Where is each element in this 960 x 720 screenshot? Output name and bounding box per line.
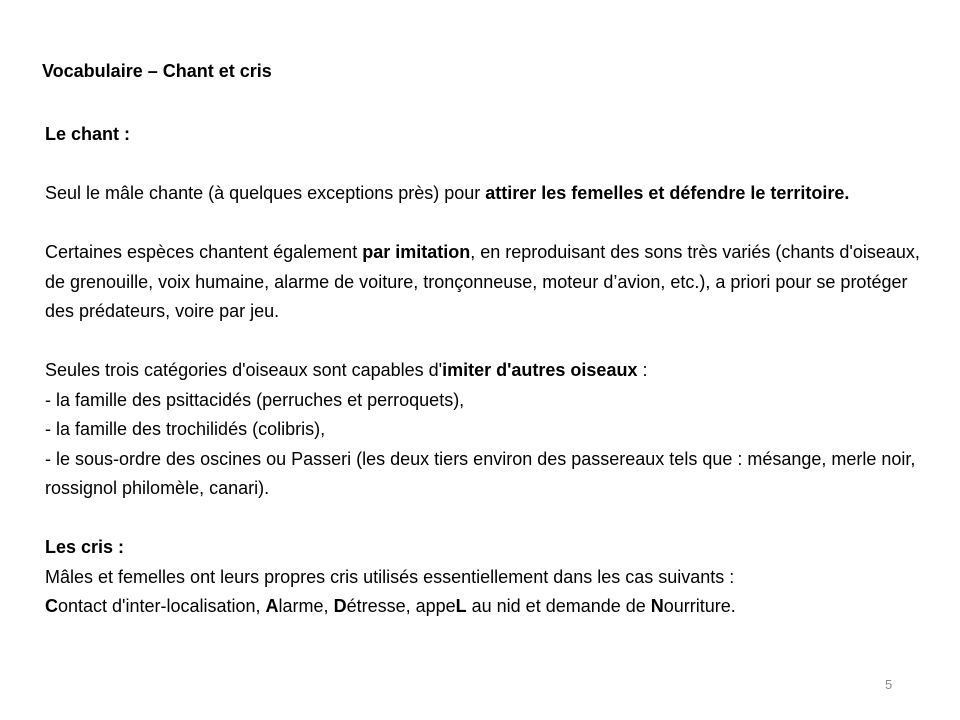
paragraph-text: Certaines espèces chantent également bbox=[45, 242, 363, 262]
paragraph-text: : bbox=[637, 360, 648, 380]
section-heading-cris: Les cris : bbox=[45, 537, 125, 557]
paragraph-text: ontact d'inter-localisation, bbox=[58, 596, 266, 616]
page-number: 5 bbox=[885, 677, 893, 692]
initial-letter: A bbox=[265, 596, 279, 616]
paragraph-cris-list bbox=[45, 592, 925, 622]
paragraph-text: larme, bbox=[278, 596, 334, 616]
paragraph-text: , en reproduisant des sons très variés (chants d'oiseaux, de grenouille, voix humaine, alarme de voiture, tronçonneuse, moteur d’avion, etc.), a priori pour se protéger des prédateurs, voire par jeu. bbox=[45, 242, 920, 321]
slide-body bbox=[45, 120, 925, 622]
list-item: - la famille des trochilidés (colibris), bbox=[45, 419, 326, 439]
paragraph-text: au nid et demande de bbox=[466, 596, 651, 616]
spacer bbox=[45, 327, 925, 357]
paragraph-male-sings bbox=[45, 179, 925, 209]
paragraph-text: Seul le mâle chante (à quelques exceptions près) pour bbox=[45, 183, 486, 203]
emphasis-text: attirer les femelles et défendre le territoire. bbox=[485, 183, 850, 203]
emphasis-text: par imitation bbox=[362, 242, 471, 262]
initial-letter: D bbox=[333, 596, 347, 616]
paragraph-cris-intro: Mâles et femelles ont leurs propres cris utilisés essentiellement dans les cas suivants : bbox=[45, 566, 735, 587]
section-heading-chant: Le chant : bbox=[45, 124, 131, 144]
initial-letter: N bbox=[650, 596, 664, 616]
paragraph-categories bbox=[45, 356, 925, 386]
list-item: - la famille des psittacidés (perruches et perroquets), bbox=[45, 389, 465, 410]
spacer bbox=[45, 150, 925, 180]
initial-letter: C bbox=[45, 596, 58, 616]
paragraph-text: Seules trois catégories d'oiseaux sont capables d' bbox=[45, 360, 443, 380]
slide-title: Vocabulaire – Chant et cris bbox=[42, 61, 272, 81]
paragraph-imitation bbox=[45, 238, 925, 327]
emphasis-text: imiter d'autres oiseaux bbox=[442, 360, 638, 380]
spacer bbox=[45, 504, 925, 534]
spacer bbox=[45, 209, 925, 239]
initial-letter: L bbox=[455, 596, 467, 616]
list-item: - le sous-ordre des oscines ou Passeri (les deux tiers environ des passereaux tels que : mésange, merle noir, rossignol philomèle, canari). bbox=[45, 448, 916, 498]
paragraph-text: étresse, appe bbox=[346, 596, 456, 616]
paragraph-text: ourriture. bbox=[663, 596, 736, 616]
